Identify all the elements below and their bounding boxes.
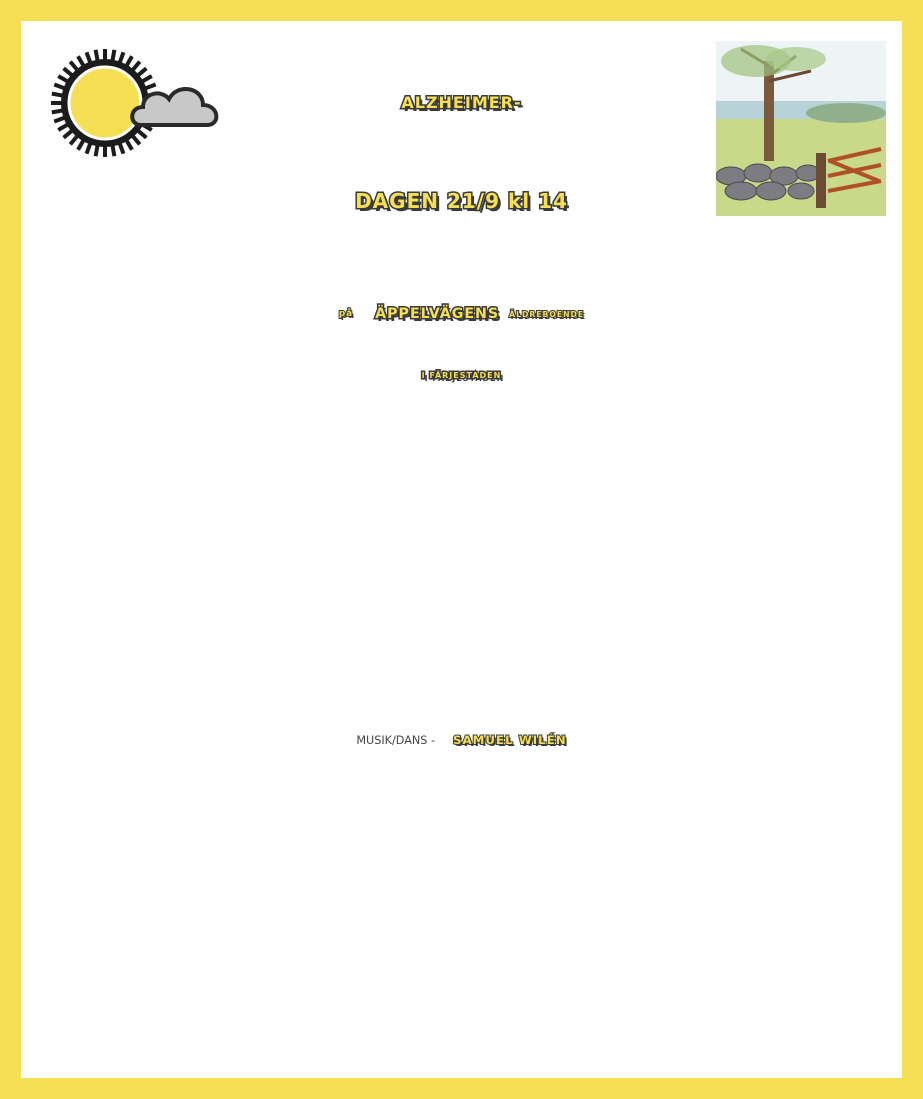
venue-row bbox=[21, 306, 902, 322]
venue-place: I FÄRJESTADEN bbox=[421, 371, 502, 380]
music-row bbox=[21, 733, 902, 747]
music-performer: SAMUEL WILÉN bbox=[453, 733, 567, 747]
poster bbox=[21, 21, 902, 1078]
venue-name: ÄPPELVÄGENS bbox=[375, 306, 500, 322]
music-label: MUSIK/DANS - bbox=[356, 733, 436, 747]
title-line-2: DAGEN 21/9 kl 14 bbox=[355, 189, 568, 213]
venue-prefix: på bbox=[338, 309, 354, 319]
title-line-1: ALZHEIMER- bbox=[401, 93, 522, 112]
venue-suffix: ÄLDREBOENDE bbox=[509, 309, 585, 319]
